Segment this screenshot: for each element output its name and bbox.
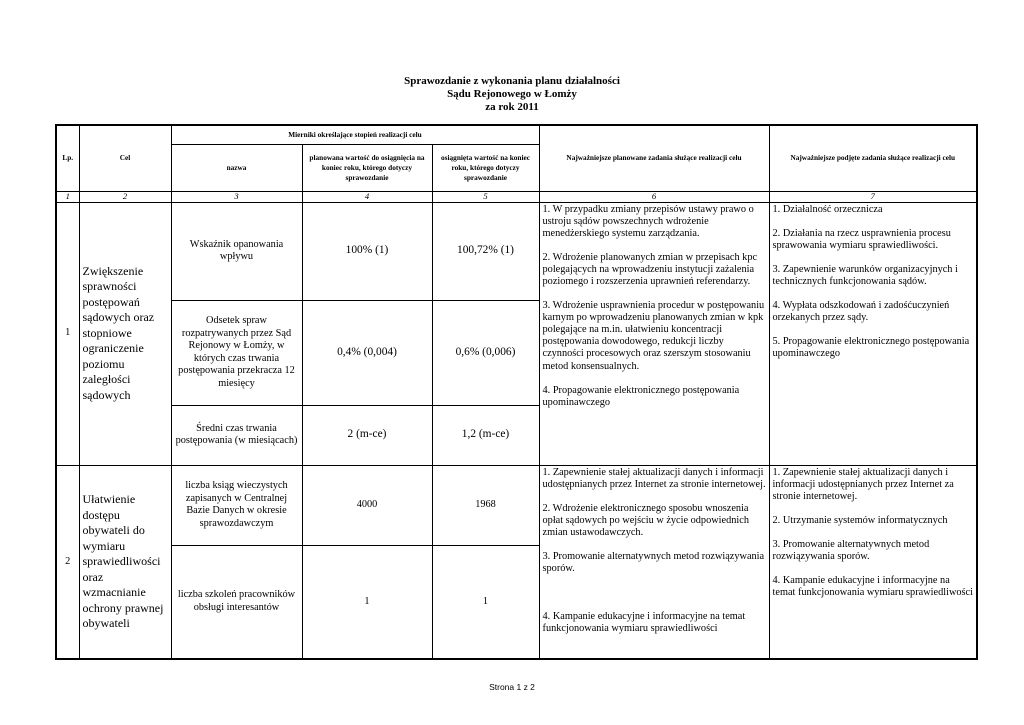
header-lp: Lp.: [56, 125, 79, 191]
column-number: 4: [302, 191, 432, 202]
list-item: 3. Promowanie alternatywnych metod rozwiązywania sporów.: [542, 550, 765, 575]
report-table: [55, 124, 978, 660]
title-line-1: Sprawozdanie z wykonania planu działalności: [404, 75, 620, 87]
column-number: 7: [769, 191, 977, 202]
list-item: 1. Zapewnienie stałej aktualizacji danych i informacji udostępnianych przez Internet za stronie internetowej.: [772, 466, 954, 502]
row-1-measure-3-achieved: 1,2 (m-ce): [432, 405, 539, 465]
list-item: 2. Utrzymanie systemów informatycznych: [772, 514, 948, 526]
list-item: 3. Promowanie alternatywnych metod rozwiązywania sporów.: [772, 538, 930, 562]
row-1-measure-1-achieved: 100,72% (1): [432, 202, 539, 300]
row-2-measure-1-planned: 4000: [302, 465, 432, 545]
row-2-measure-2-planned: 1: [302, 545, 432, 659]
row-2-goal: Ułatwienie dostępu obywateli do wymiaru sprawiedliwości oraz wzmacnianie ochrony prawnej obywateli: [79, 465, 171, 659]
row-1-planned-tasks: [539, 202, 769, 465]
document-title: [0, 74, 1024, 113]
column-number: 2: [79, 191, 171, 202]
row-1-measure-1-planned: 100% (1): [302, 202, 432, 300]
row-1-measure-2-planned: 0,4% (0,004): [302, 300, 432, 405]
row-1-measure-2-name: Odsetek spraw rozpatrywanych przez Sąd Rejonowy w Łomży, w których czas trwania postępowania przekracza 12 miesięcy: [171, 300, 302, 405]
column-number: 6: [539, 191, 769, 202]
list-item: 1. Działalność orzecznicza: [772, 203, 883, 215]
column-number: 5: [432, 191, 539, 202]
header-mierniki: Mierniki określające stopień realizacji celu: [171, 125, 539, 144]
list-item: 1. Zapewnienie stałej aktualizacji danych i informacji udostępnianych przez Internet za stronie internetowej.: [542, 466, 766, 490]
row-2-planned-tasks: [539, 465, 769, 659]
row-2-measure-2-achieved: 1: [432, 545, 539, 659]
title-line-3: za rok 2011: [485, 101, 539, 113]
header-nazwa: nazwa: [171, 144, 302, 191]
list-item: 2. Wdrożenie elektronicznego sposobu wnoszenia opłat sądowych po wejściu w życie odpowiednich zmian ustawodawczych.: [542, 502, 749, 538]
row-1-goal: Zwiększenie sprawności postępowań sądowych oraz stopniowe ograniczenie poziomu zaległości sądowych: [79, 202, 171, 465]
list-item: 4. Kampanie edukacyjne i informacyjne na temat funkcjonowania wymiaru sprawiedliwości: [542, 611, 746, 635]
list-item: 3. Zapewnienie warunków organizacyjnych i technicznych funkcjonowania sądów.: [772, 263, 958, 287]
column-number: 1: [56, 191, 79, 202]
list-item: 4. Propagowanie elektronicznego postępowania upominawczego: [542, 384, 740, 408]
row-1-measure-3-name: Średni czas trwania postępowania (w miesiącach): [171, 405, 302, 465]
row-1-taken-tasks: [769, 202, 977, 465]
list-item: 4. Kampanie edukacyjne i informacyjne na temat funkcjonowania wymiaru sprawiedliwości: [772, 575, 973, 599]
column-number: 3: [171, 191, 302, 202]
row-2-lp: 2: [56, 465, 79, 659]
header-row-1: [56, 125, 977, 144]
title-line-2: Sądu Rejonowego w Łomży: [447, 88, 577, 100]
table-row: [56, 465, 977, 545]
row-2-measure-1-achieved: 1968: [432, 465, 539, 545]
row-1-measure-1-name: Wskaźnik opanowania wpływu: [171, 202, 302, 300]
row-2-taken-tasks: [769, 465, 977, 659]
list-item: 2. Działania na rzecz usprawnienia procesu sprawowania wymiaru sprawiedliwości.: [772, 227, 951, 251]
list-item: 4. Wypłata odszkodowań i zadośćuczynień orzekanych przez sądy.: [772, 299, 950, 324]
list-item: 1. W przypadku zmiany przepisów ustawy prawo o ustroju sądów powszechnych wdrożenie menedżerskiego systemu zarządzania.: [542, 203, 754, 239]
table-row: [56, 202, 977, 300]
row-1-lp: 1: [56, 202, 79, 465]
list-item: 5. Propagowanie elektronicznego postępowania upominawczego: [772, 336, 970, 360]
header-cel: Cel: [79, 125, 171, 191]
column-numbers-row: [56, 191, 977, 202]
row-1-measure-2-achieved: 0,6% (0,006): [432, 300, 539, 405]
header-planowana: planowana wartość do osiągnięcia na koniec roku, którego dotyczy sprawozdanie: [302, 144, 432, 191]
header-osiagnieta: osiągnięta wartość na koniec roku, którego dotyczy sprawozdanie: [432, 144, 539, 191]
header-planned-tasks: Najważniejsze planowane zadania służące realizacji celu: [539, 125, 769, 191]
list-item: 2. Wdrożenie planowanych zmian w przepisach kpc polegających na wprowadzeniu instytucji zażalenia poziomego i rozszerzenia uprawnień referendarzy.: [542, 251, 758, 287]
row-1-measure-3-planned: 2 (m-ce): [302, 405, 432, 465]
header-taken-tasks: Najważniejsze podjęte zadania służące realizacji celu: [769, 125, 977, 191]
row-2-measure-1-name: liczba ksiąg wieczystych zapisanych w Centralnej Bazie Danych w okresie sprawozdawczym: [171, 465, 302, 545]
page-number: Strona 1 z 2: [489, 682, 535, 692]
list-item: 3. Wdrożenie usprawnienia procedur w postępowaniu karnym po wprowadzeniu planowanych zmian w kpk polegające na m.in. ułatwieniu koncentracji postępowania dowodowego, redukcji liczby czynności procesowych oraz szerszym stosowaniu metod konsensualnych.: [542, 300, 765, 372]
row-2-measure-2-name: liczba szkoleń pracowników obsługi interesantów: [171, 545, 302, 659]
